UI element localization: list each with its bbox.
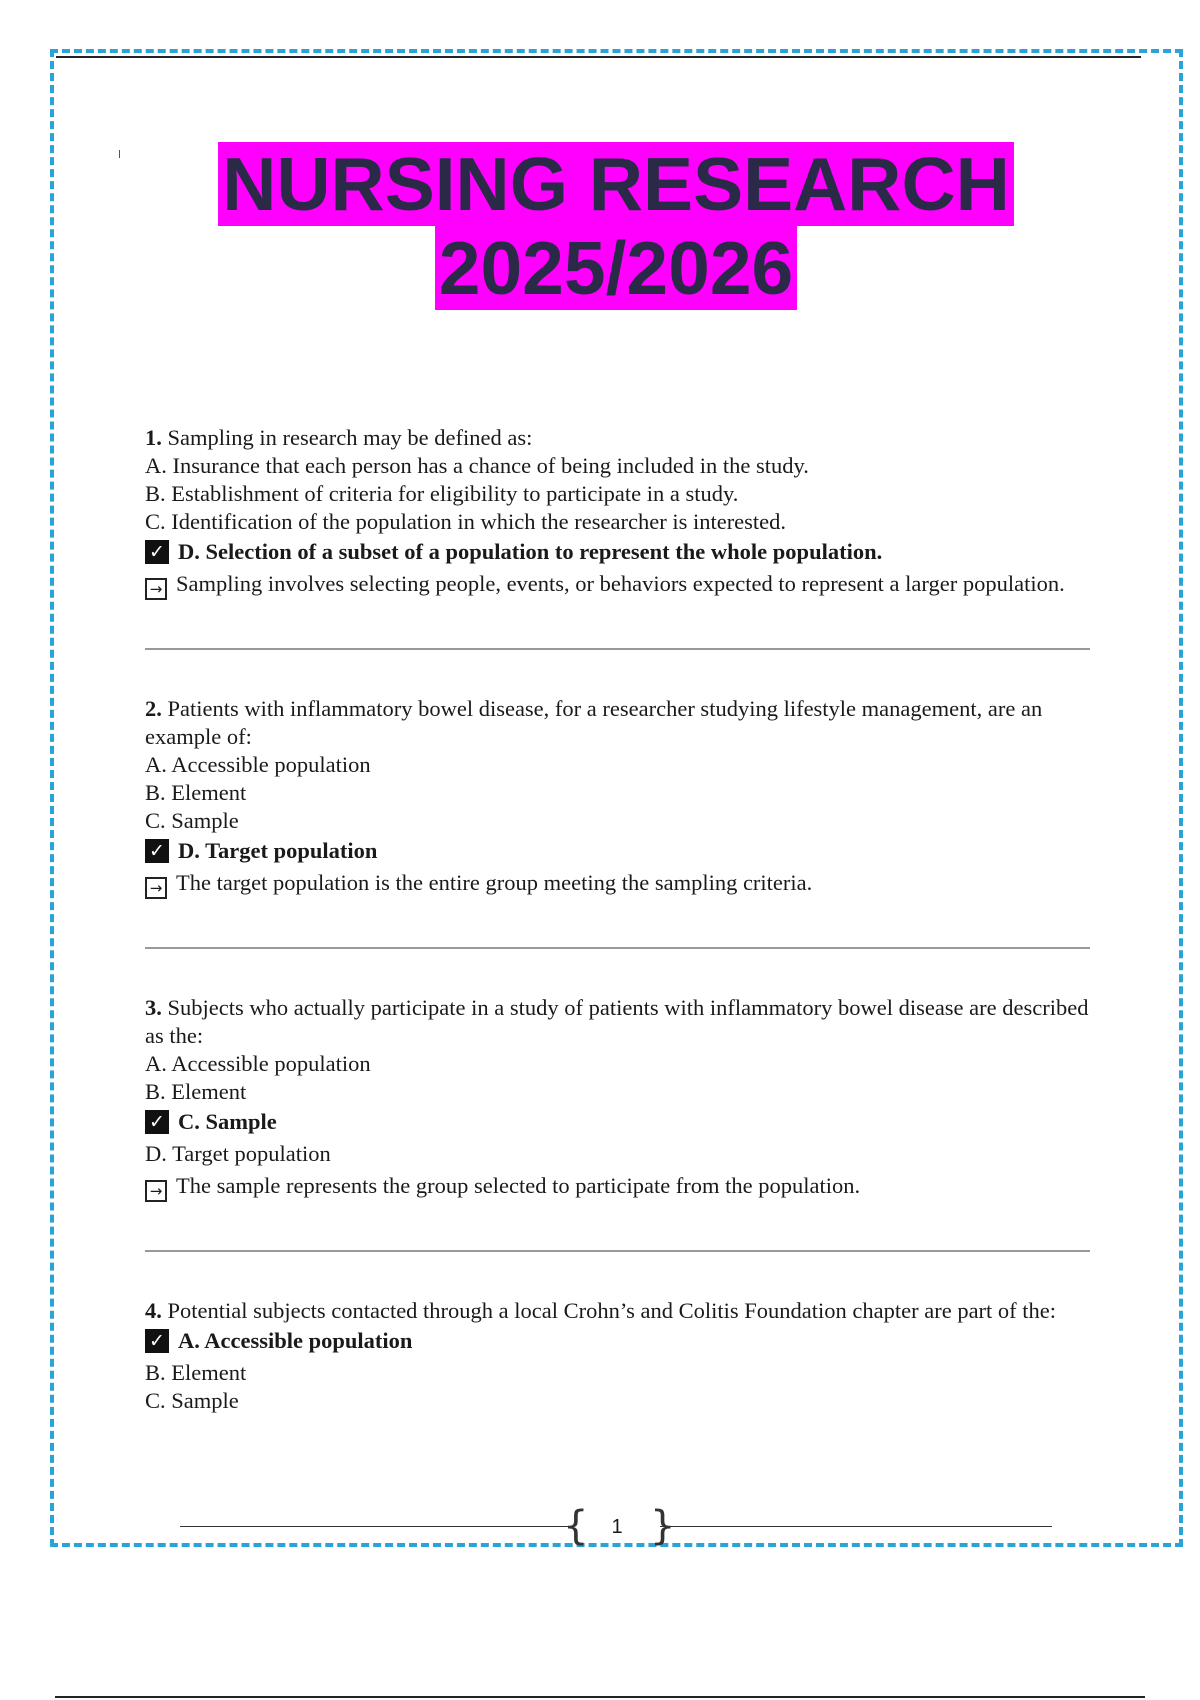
footer-rule-right	[660, 1526, 1052, 1527]
checkbox-checked-icon: ✓	[145, 540, 169, 564]
question-text: Sampling in research may be defined as:	[161, 425, 533, 450]
left-brace-icon: {	[563, 1503, 589, 1549]
rationale	[145, 869, 1090, 899]
option-c: C. Sample	[145, 1388, 239, 1413]
answer-text: D. Selection of a subset of a population to represent the whole population.	[178, 539, 883, 564]
option-c: C. Identification of the population in which the researcher is interested.	[145, 509, 787, 534]
question-number: 2.	[145, 696, 162, 721]
question-stem	[145, 994, 1090, 1050]
separator	[145, 947, 1090, 949]
question-list	[145, 424, 1090, 1415]
separator	[145, 1250, 1090, 1252]
question-text: Potential subjects contacted through a local Crohn’s and Colitis Foundation chapter are part of the:	[161, 1298, 1057, 1323]
question-1	[145, 424, 1090, 600]
separator	[145, 648, 1090, 650]
question-number: 4.	[145, 1298, 162, 1323]
question-number: 1.	[145, 425, 162, 450]
arrow-box-icon: →	[145, 578, 167, 600]
correct-answer	[145, 837, 1090, 865]
arrow-box-icon: →	[145, 877, 167, 899]
right-brace-icon: }	[650, 1503, 676, 1549]
option-b: B. Element	[145, 1079, 247, 1104]
rationale	[145, 1172, 1090, 1202]
question-text: Subjects who actually participate in a study of patients with inflammatory bowel disease are described as the:	[145, 995, 1089, 1048]
checkbox-checked-icon: ✓	[145, 839, 169, 863]
correct-answer	[145, 538, 1090, 566]
question-stem	[145, 1297, 1090, 1325]
rationale-text: The target population is the entire group meeting the sampling criteria.	[176, 870, 813, 895]
option-b: B. Element	[145, 780, 247, 805]
footer-rule-left	[180, 1526, 572, 1527]
option-b: B. Element	[145, 1360, 247, 1385]
arrow-box-icon: →	[145, 1180, 167, 1202]
option-c: C. Sample	[145, 808, 239, 833]
option-b: B. Establishment of criteria for eligibility to participate in a study.	[145, 481, 739, 506]
question-2	[145, 695, 1090, 899]
rationale	[145, 570, 1090, 600]
title-line-1: NURSING RESEARCH	[218, 142, 1014, 226]
rationale-text: The sample represents the group selected to participate from the population.	[176, 1173, 861, 1198]
answer-text: A. Accessible population	[178, 1328, 413, 1353]
option-a: A. Insurance that each person has a chance of being included in the study.	[145, 453, 809, 478]
rationale-text: Sampling involves selecting people, events, or behaviors expected to represent a larger population.	[176, 571, 1065, 596]
question-number: 3.	[145, 995, 162, 1020]
question-4	[145, 1297, 1090, 1415]
checkbox-checked-icon: ✓	[145, 1110, 169, 1134]
question-3	[145, 994, 1090, 1202]
page-number: 1	[611, 1516, 623, 1538]
top-rule	[56, 56, 1141, 58]
bottom-rule	[55, 1696, 1145, 1698]
document-title	[0, 142, 1200, 310]
option-a: A. Accessible population	[145, 752, 371, 777]
option-a: A. Accessible population	[145, 1051, 371, 1076]
option-d: D. Target population	[145, 1141, 331, 1166]
correct-answer	[145, 1108, 1090, 1136]
checkbox-checked-icon: ✓	[145, 1329, 169, 1353]
question-text: Patients with inflammatory bowel disease, for a researcher studying lifestyle management, are an example of:	[145, 696, 1043, 749]
question-stem	[145, 695, 1090, 751]
question-stem	[145, 424, 1090, 452]
answer-text: C. Sample	[178, 1109, 277, 1134]
correct-answer	[145, 1327, 1090, 1355]
title-line-2: 2025/2026	[435, 226, 798, 310]
answer-text: D. Target population	[178, 838, 378, 863]
